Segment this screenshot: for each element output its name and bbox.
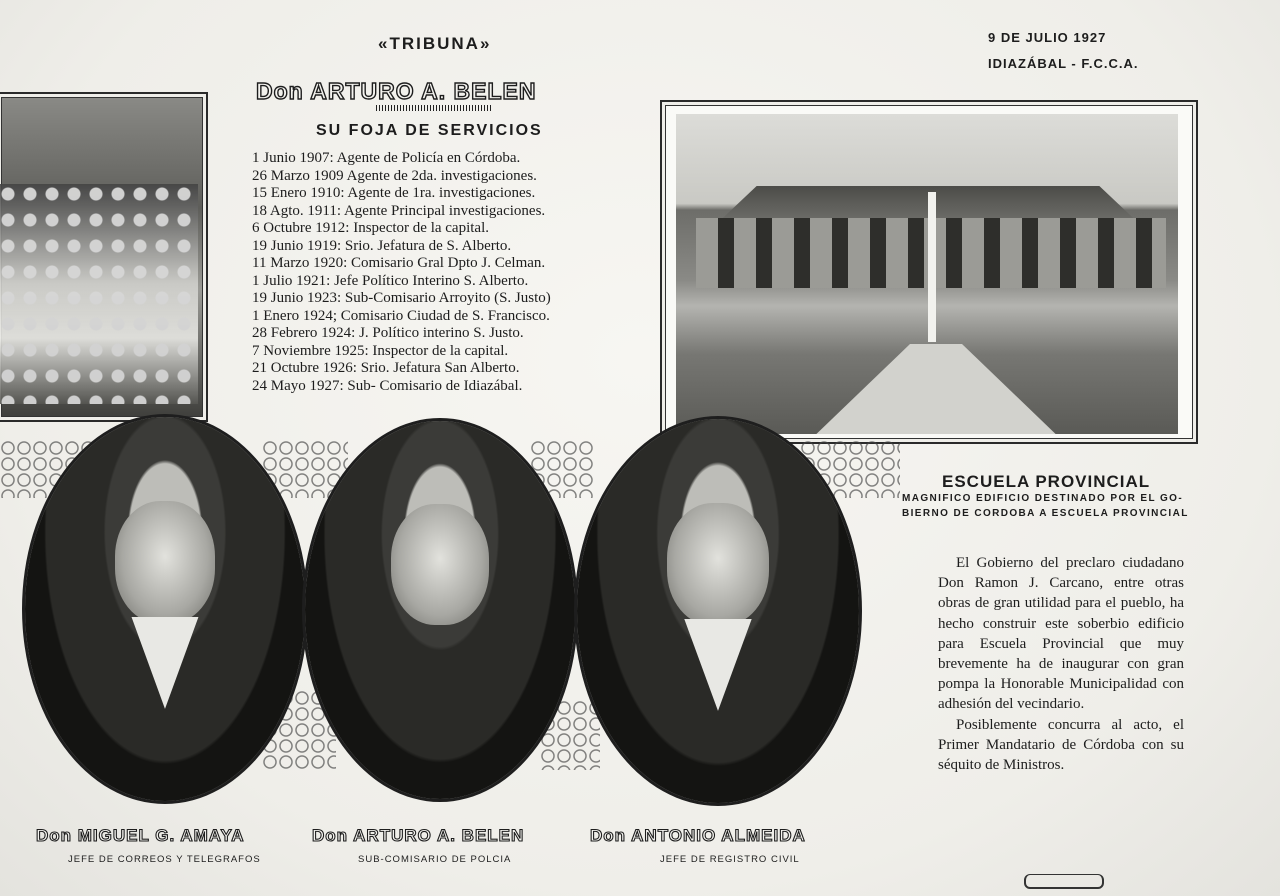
group-photo-crowd [0,184,198,404]
portrait-amaya [22,414,308,804]
service-item: 1 Julio 1921: Jefe Político Interino S. Alberto. [252,272,529,289]
school-article [938,553,1184,775]
services-list [252,150,622,395]
article-paragraph: El Gobierno del preclaro ciudadano Don Ramon J. Carcano, entre otras obras de gran utilidad para el pueblo, ha hecho construir este soberbio edificio para Escuela Provincial que muy brevemente ha de inaugurar con gran pompa la Honorable Municipalidad con adhesión del vecindario. [938,555,1184,713]
portrait-name: Don ARTURO A. BELEN [312,826,525,845]
portrait-face [667,503,769,626]
service-item: 1 Junio 1907: Agente de Policía en Córdoba. [252,150,521,166]
service-item: 6 Octubre 1912: Inspector de la capital. [252,220,489,236]
portrait-role: JEFE DE CORREOS Y TELEGRAFOS [68,854,261,865]
school-title: ESCUELA PROVINCIAL [942,472,1151,491]
end-ornament [1024,874,1104,889]
services-heading: SU FOJA DE SERVICIOS [316,122,543,139]
service-item: 15 Enero 1910: Agente de 1ra. investigaciones. [252,185,536,201]
group-photo [0,92,208,422]
issue-place: IDIAZÁBAL - F.C.C.A. [988,56,1139,71]
service-item: 18 Agto. 1911: Agente Principal investigaciones. [252,202,546,219]
school-subtitle [902,491,1189,521]
lamp-post [928,192,936,342]
service-item: 1 Enero 1924; Comisario Ciudad de S. Francisco. [252,307,550,324]
school-photo [660,100,1198,444]
publication-title: «TRIBUNA» [378,34,492,53]
service-item: 24 Mayo 1927: Sub- Comisario de Idiazábal. [252,377,523,394]
service-item: 26 Marzo 1909 Agente de 2da. investigaciones. [252,167,537,184]
service-item: 28 Febrero 1924: J. Político interino S. Justo. [252,325,524,341]
portrait-role: JEFE DE REGISTRO CIVIL [660,854,800,865]
portrait-almeida [574,416,862,806]
portrait-belen [302,418,578,802]
school-photo-image [676,114,1178,434]
profile-name: Don ARTURO A. BELEN [256,78,537,104]
service-item: 7 Noviembre 1925: Inspector de la capital. [252,342,509,359]
article-paragraph: Posiblemente concurra al acto, el Primer Mandatario de Córdoba con su séquito de Ministros. [938,716,1184,774]
service-item: 11 Marzo 1920: Comisario Gral Dpto J. Celman. [252,255,546,271]
school-subtitle-line: BIERNO DE CORDOBA A ESCUELA PROVINCIAL [902,508,1189,519]
title-divider [376,105,492,111]
school-subtitle-line: MAGNIFICO EDIFICIO DESTINADO POR EL GO- [902,493,1184,504]
portrait-face [391,504,488,625]
service-item: 19 Junio 1923: Sub-Comisario Arroyito (S. Justo) [252,290,551,306]
issue-date: 9 DE JULIO 1927 [988,30,1107,45]
portrait-face [115,501,216,624]
portrait-role: SUB-COMISARIO DE POLCIA [358,854,512,865]
service-item: 21 Octubre 1926: Srio. Jefatura San Alberto. [252,360,520,376]
portrait-name: Don ANTONIO ALMEIDA [590,826,806,845]
service-item: 19 Junio 1919: Srio. Jefatura de S. Alberto. [252,237,512,254]
portrait-name: Don MIGUEL G. AMAYA [36,826,245,845]
